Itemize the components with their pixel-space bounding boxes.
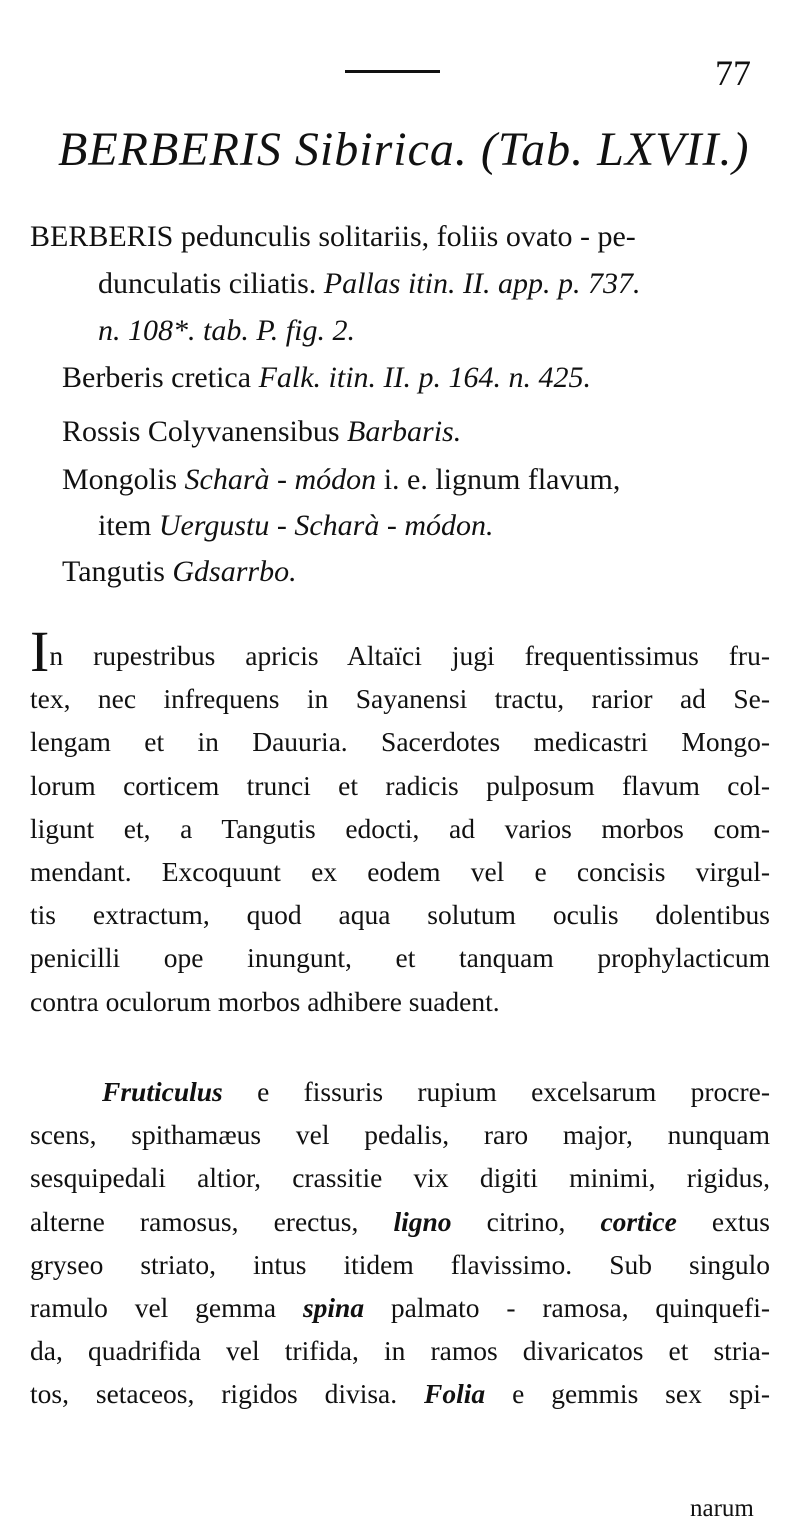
citation: Falk. itin. II. p. 164. n. 425. bbox=[258, 361, 592, 394]
synonym-line-6 bbox=[62, 458, 800, 502]
text-line: alterne ramosus, erectus, ligno citrino, cortice extus bbox=[30, 1205, 770, 1237]
synonym-text: BERBERIS pedunculis solitariis, foliis ovato - pe- bbox=[30, 220, 636, 253]
paragraph-habitat bbox=[30, 619, 770, 1023]
catchword: narum bbox=[690, 1495, 754, 1522]
vernacular-name: Scharà - módon bbox=[184, 463, 377, 496]
text-line: gryseo striato, intus itidem flavissimo. Sub singulo bbox=[30, 1248, 770, 1280]
synonym-text: item bbox=[98, 509, 159, 542]
synonym-text: Rossis Colyvanensibus bbox=[62, 415, 348, 448]
synonym-text: Berberis cretica bbox=[62, 361, 259, 394]
text-line: penicilli ope inungunt, et tanquam prophylacticum bbox=[30, 942, 770, 974]
text-line: lengam et in Dauuria. Sacerdotes medicastri Mongo- bbox=[30, 726, 770, 758]
synonym-line-7 bbox=[98, 504, 800, 548]
synonym-line-2 bbox=[98, 262, 800, 306]
drop-cap: I bbox=[30, 619, 50, 684]
vernacular-name: Gdsarrbo. bbox=[172, 555, 297, 588]
header-rule bbox=[345, 70, 440, 73]
synonym-text: Tangutis bbox=[62, 555, 173, 588]
synonym-line-5 bbox=[62, 410, 800, 454]
text-line: tis extractum, quod aqua solutum oculis dolentibus bbox=[30, 899, 770, 931]
species-title: BERBERIS Sibirica. (Tab. LXVII.) bbox=[58, 123, 750, 176]
text-line: scens, spithamæus vel pedalis, raro major, nunquam bbox=[30, 1119, 770, 1151]
text-line: tos, setaceos, rigidos divisa. Folia e gemmis sex spi- bbox=[30, 1378, 770, 1410]
synonym-line-3 bbox=[98, 309, 800, 353]
text-line: tex, nec infrequens in Sayanensi tractu, rarior ad Se- bbox=[30, 683, 770, 715]
page-number: 77 bbox=[715, 53, 751, 93]
synonym-line-1 bbox=[30, 215, 800, 259]
text-line: sesquipedali altior, crassitie vix digiti minimi, rigidus, bbox=[30, 1162, 770, 1194]
synonym-line-8 bbox=[62, 550, 800, 594]
synonym-text: i. e. lignum flavum, bbox=[376, 463, 621, 496]
vernacular-name: Barbaris. bbox=[347, 415, 462, 448]
text-line: da, quadrifida vel trifida, in ramos divaricatos et stria- bbox=[30, 1335, 770, 1367]
text-line: contra oculorum morbos adhibere suadent. bbox=[30, 985, 500, 1017]
citation: Pallas itin. II. app. p. 737. bbox=[323, 267, 641, 300]
vernacular-name: Uergustu - Scharà - módon. bbox=[158, 509, 494, 542]
citation: n. 108*. tab. P. fig. 2. bbox=[98, 314, 355, 347]
text-line: mendant. Excoquunt ex eodem vel e concisis virgul- bbox=[30, 856, 770, 888]
paragraph-description bbox=[30, 1070, 770, 1416]
synonym-text: dunculatis ciliatis. bbox=[98, 267, 324, 300]
text-line: Fruticulus e fissuris rupium excelsarum procre- bbox=[102, 1076, 770, 1107]
synonym-text: Mongolis bbox=[62, 463, 185, 496]
text-line: lorum corticem trunci et radicis pulposum flavum col- bbox=[30, 769, 770, 801]
synonym-line-4 bbox=[62, 356, 800, 400]
text-line: ramulo vel gemma spina palmato - ramosa, quinquefi- bbox=[30, 1292, 770, 1324]
text-line: ligunt et, a Tangutis edocti, ad varios morbos com- bbox=[30, 812, 770, 844]
text-line: In rupestribus apricis Altaïci jugi frequentissimus fru- bbox=[30, 619, 770, 684]
